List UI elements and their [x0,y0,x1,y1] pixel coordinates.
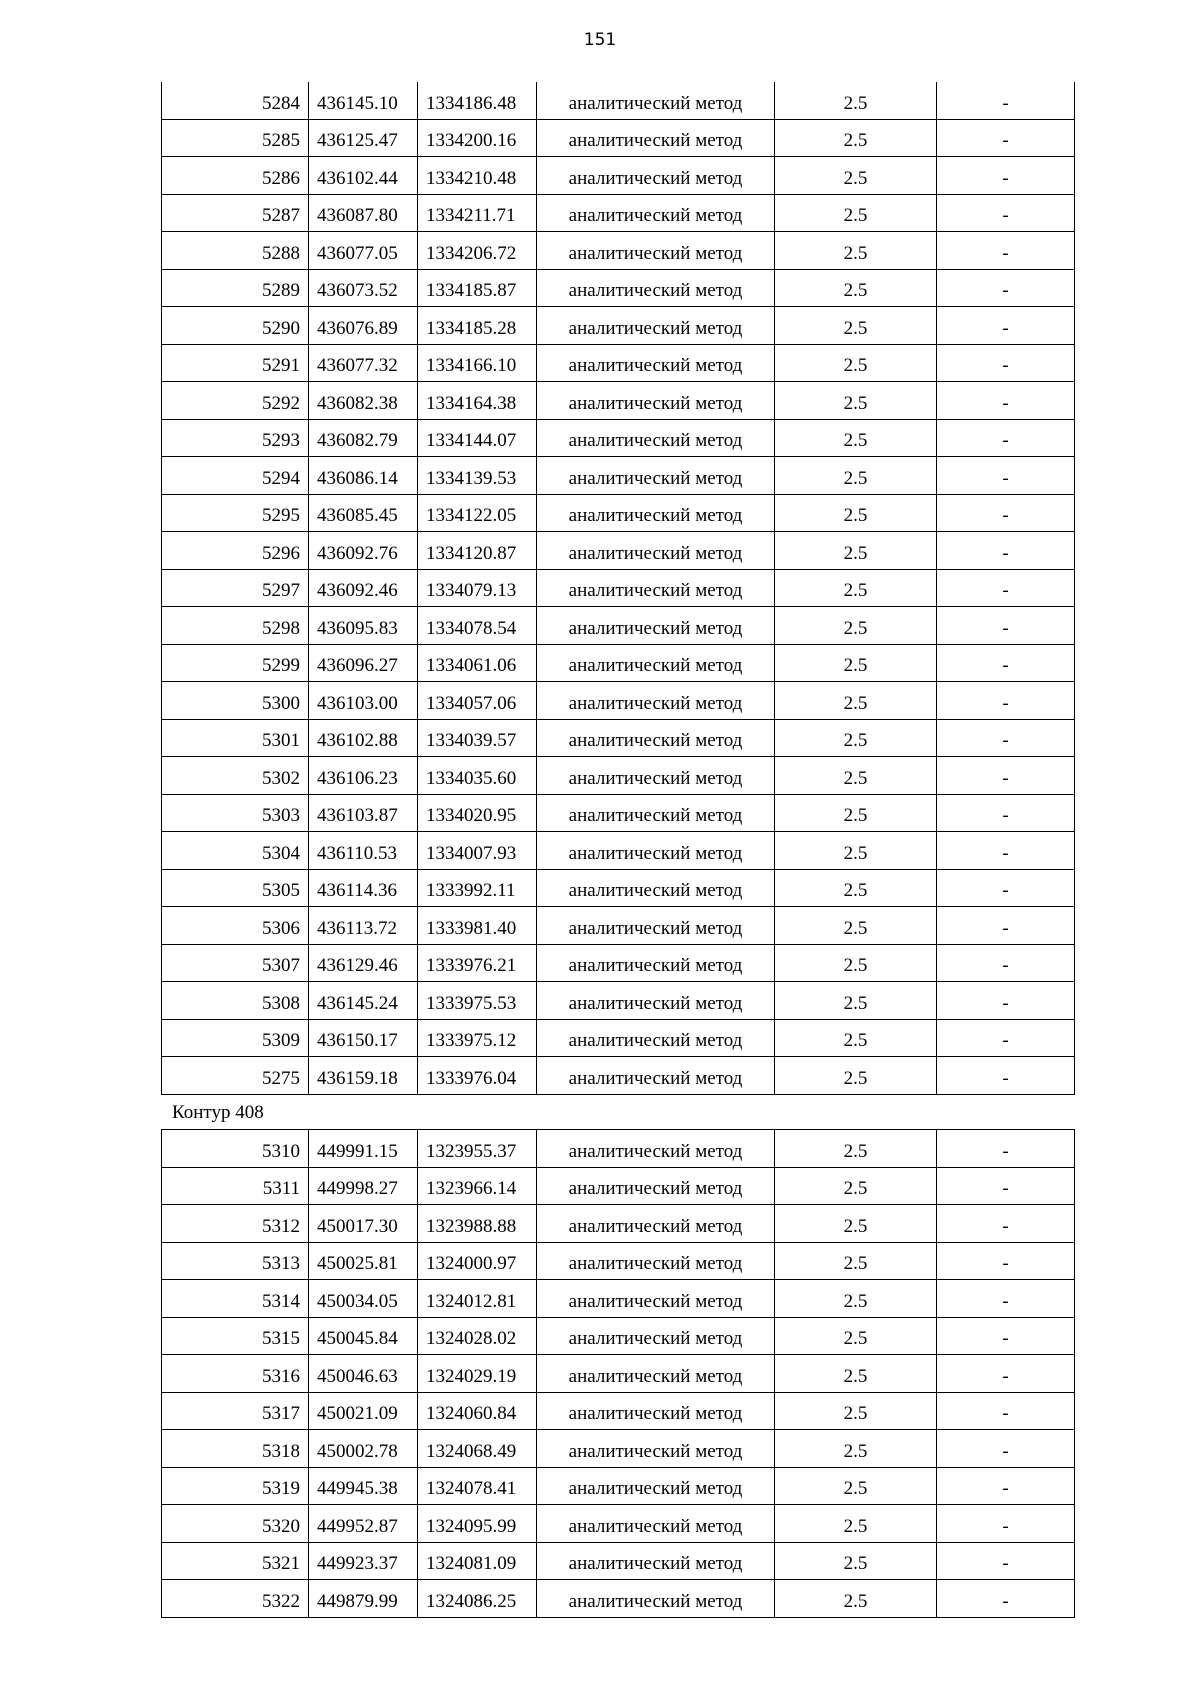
note-cell: - [937,569,1075,607]
x-coordinate-cell: 436103.00 [309,682,418,720]
accuracy-cell: 2.5 [775,1130,937,1168]
x-coordinate-cell: 449998.27 [309,1167,418,1205]
x-coordinate-cell: 436077.05 [309,232,418,270]
accuracy-cell: 2.5 [775,1467,937,1505]
point-number-cell: 5297 [162,569,309,607]
y-coordinate-cell: 1334079.13 [418,569,537,607]
note-cell: - [937,982,1075,1020]
method-cell: аналитический метод [537,1167,775,1205]
y-coordinate-cell: 1333975.12 [418,1019,537,1057]
accuracy-cell: 2.5 [775,1317,937,1355]
point-number-cell: 5275 [162,1057,309,1095]
method-cell: аналитический метод [537,1580,775,1618]
y-coordinate-cell: 1324028.02 [418,1317,537,1355]
contour-heading: Контур 408 [172,1102,264,1123]
accuracy-cell: 2.5 [775,644,937,682]
note-cell: - [937,1467,1075,1505]
x-coordinate-cell: 436145.24 [309,982,418,1020]
note-cell: - [937,344,1075,382]
note-cell: - [937,1430,1075,1468]
y-coordinate-cell: 1334122.05 [418,494,537,532]
y-coordinate-cell: 1323955.37 [418,1130,537,1168]
point-number-cell: 5290 [162,307,309,345]
method-cell: аналитический метод [537,757,775,795]
point-number-cell: 5294 [162,457,309,495]
method-cell: аналитический метод [537,1317,775,1355]
note-cell: - [937,794,1075,832]
note-cell: - [937,82,1075,119]
table-row [162,269,1075,307]
accuracy-cell: 2.5 [775,232,937,270]
table-row [162,1580,1075,1618]
method-cell: аналитический метод [537,157,775,195]
method-cell: аналитический метод [537,1280,775,1318]
method-cell: аналитический метод [537,307,775,345]
method-cell: аналитический метод [537,232,775,270]
method-cell: аналитический метод [537,794,775,832]
point-number-cell: 5320 [162,1505,309,1543]
accuracy-cell: 2.5 [775,1430,937,1468]
y-coordinate-cell: 1334020.95 [418,794,537,832]
note-cell: - [937,607,1075,645]
accuracy-cell: 2.5 [775,1392,937,1430]
point-number-cell: 5284 [162,82,309,119]
y-coordinate-cell: 1323966.14 [418,1167,537,1205]
table-row [162,1317,1075,1355]
table-row [162,1467,1075,1505]
point-number-cell: 5316 [162,1355,309,1393]
point-number-cell: 5293 [162,419,309,457]
table-row [162,494,1075,532]
x-coordinate-cell: 436076.89 [309,307,418,345]
y-coordinate-cell: 1334035.60 [418,757,537,795]
method-cell: аналитический метод [537,1392,775,1430]
y-coordinate-cell: 1324086.25 [418,1580,537,1618]
accuracy-cell: 2.5 [775,1057,937,1095]
method-cell: аналитический метод [537,1205,775,1243]
x-coordinate-cell: 449923.37 [309,1542,418,1580]
note-cell: - [937,457,1075,495]
method-cell: аналитический метод [537,1057,775,1095]
point-number-cell: 5311 [162,1167,309,1205]
note-cell: - [937,269,1075,307]
point-number-cell: 5306 [162,907,309,945]
method-cell: аналитический метод [537,382,775,420]
note-cell: - [937,1317,1075,1355]
accuracy-cell: 2.5 [775,944,937,982]
y-coordinate-cell: 1334120.87 [418,532,537,570]
method-cell: аналитический метод [537,1505,775,1543]
accuracy-cell: 2.5 [775,907,937,945]
y-coordinate-cell: 1333975.53 [418,982,537,1020]
x-coordinate-cell: 449952.87 [309,1505,418,1543]
accuracy-cell: 2.5 [775,757,937,795]
point-number-cell: 5313 [162,1242,309,1280]
method-cell: аналитический метод [537,532,775,570]
x-coordinate-cell: 450017.30 [309,1205,418,1243]
y-coordinate-cell: 1333976.04 [418,1057,537,1095]
accuracy-cell: 2.5 [775,494,937,532]
x-coordinate-cell: 436082.79 [309,419,418,457]
x-coordinate-cell: 450021.09 [309,1392,418,1430]
accuracy-cell: 2.5 [775,82,937,119]
point-number-cell: 5312 [162,1205,309,1243]
point-number-cell: 5288 [162,232,309,270]
method-cell: аналитический метод [537,869,775,907]
accuracy-cell: 2.5 [775,532,937,570]
method-cell: аналитический метод [537,1355,775,1393]
table-row [162,1130,1075,1168]
accuracy-cell: 2.5 [775,869,937,907]
x-coordinate-cell: 450034.05 [309,1280,418,1318]
y-coordinate-cell: 1334166.10 [418,344,537,382]
table-row [162,1505,1075,1543]
x-coordinate-cell: 436159.18 [309,1057,418,1095]
note-cell: - [937,532,1075,570]
note-cell: - [937,494,1075,532]
note-cell: - [937,1392,1075,1430]
method-cell: аналитический метод [537,982,775,1020]
note-cell: - [937,119,1075,157]
point-number-cell: 5285 [162,119,309,157]
table-row [162,869,1075,907]
method-cell: аналитический метод [537,1242,775,1280]
note-cell: - [937,1280,1075,1318]
point-number-cell: 5304 [162,832,309,870]
note-cell: - [937,832,1075,870]
note-cell: - [937,1542,1075,1580]
x-coordinate-cell: 449991.15 [309,1130,418,1168]
coordinates-table-continued [161,82,1075,1095]
note-cell: - [937,1057,1075,1095]
note-cell: - [937,1167,1075,1205]
point-number-cell: 5292 [162,382,309,420]
accuracy-cell: 2.5 [775,1355,937,1393]
method-cell: аналитический метод [537,682,775,720]
accuracy-cell: 2.5 [775,1242,937,1280]
accuracy-cell: 2.5 [775,194,937,232]
x-coordinate-cell: 436114.36 [309,869,418,907]
x-coordinate-cell: 436106.23 [309,757,418,795]
method-cell: аналитический метод [537,569,775,607]
x-coordinate-cell: 436086.14 [309,457,418,495]
point-number-cell: 5299 [162,644,309,682]
table-row [162,1167,1075,1205]
y-coordinate-cell: 1334139.53 [418,457,537,495]
accuracy-cell: 2.5 [775,982,937,1020]
accuracy-cell: 2.5 [775,719,937,757]
x-coordinate-cell: 436082.38 [309,382,418,420]
note-cell: - [937,307,1075,345]
point-number-cell: 5291 [162,344,309,382]
point-number-cell: 5289 [162,269,309,307]
method-cell: аналитический метод [537,832,775,870]
point-number-cell: 5307 [162,944,309,982]
note-cell: - [937,194,1075,232]
accuracy-cell: 2.5 [775,1542,937,1580]
note-cell: - [937,1130,1075,1168]
table-row [162,1542,1075,1580]
table-row [162,982,1075,1020]
method-cell: аналитический метод [537,1130,775,1168]
accuracy-cell: 2.5 [775,1205,937,1243]
y-coordinate-cell: 1334007.93 [418,832,537,870]
note-cell: - [937,1580,1075,1618]
accuracy-cell: 2.5 [775,419,937,457]
table-row [162,1242,1075,1280]
method-cell: аналитический метод [537,1467,775,1505]
point-number-cell: 5298 [162,607,309,645]
point-number-cell: 5318 [162,1430,309,1468]
y-coordinate-cell: 1324000.97 [418,1242,537,1280]
table-row [162,907,1075,945]
point-number-cell: 5309 [162,1019,309,1057]
page-number: 151 [583,30,617,50]
y-coordinate-cell: 1334186.48 [418,82,537,119]
table-row [162,644,1075,682]
y-coordinate-cell: 1324095.99 [418,1505,537,1543]
accuracy-cell: 2.5 [775,1280,937,1318]
note-cell: - [937,1242,1075,1280]
accuracy-cell: 2.5 [775,157,937,195]
y-coordinate-cell: 1333976.21 [418,944,537,982]
method-cell: аналитический метод [537,82,775,119]
note-cell: - [937,719,1075,757]
note-cell: - [937,757,1075,795]
point-number-cell: 5286 [162,157,309,195]
y-coordinate-cell: 1334185.87 [418,269,537,307]
note-cell: - [937,1205,1075,1243]
table-row [162,719,1075,757]
table-row [162,569,1075,607]
table-row [162,607,1075,645]
x-coordinate-cell: 436092.76 [309,532,418,570]
y-coordinate-cell: 1324081.09 [418,1542,537,1580]
table-row [162,1205,1075,1243]
accuracy-cell: 2.5 [775,794,937,832]
y-coordinate-cell: 1334210.48 [418,157,537,195]
method-cell: аналитический метод [537,1019,775,1057]
x-coordinate-cell: 436077.32 [309,344,418,382]
y-coordinate-cell: 1334206.72 [418,232,537,270]
method-cell: аналитический метод [537,457,775,495]
x-coordinate-cell: 449879.99 [309,1580,418,1618]
method-cell: аналитический метод [537,119,775,157]
note-cell: - [937,944,1075,982]
table-row [162,757,1075,795]
method-cell: аналитический метод [537,644,775,682]
x-coordinate-cell: 449945.38 [309,1467,418,1505]
note-cell: - [937,869,1075,907]
note-cell: - [937,907,1075,945]
point-number-cell: 5314 [162,1280,309,1318]
note-cell: - [937,1505,1075,1543]
y-coordinate-cell: 1334039.57 [418,719,537,757]
point-number-cell: 5287 [162,194,309,232]
y-coordinate-cell: 1324078.41 [418,1467,537,1505]
method-cell: аналитический метод [537,344,775,382]
accuracy-cell: 2.5 [775,1167,937,1205]
point-number-cell: 5300 [162,682,309,720]
y-coordinate-cell: 1324068.49 [418,1430,537,1468]
point-number-cell: 5322 [162,1580,309,1618]
x-coordinate-cell: 436110.53 [309,832,418,870]
point-number-cell: 5301 [162,719,309,757]
x-coordinate-cell: 436095.83 [309,607,418,645]
point-number-cell: 5315 [162,1317,309,1355]
point-number-cell: 5310 [162,1130,309,1168]
table-row [162,1392,1075,1430]
method-cell: аналитический метод [537,494,775,532]
table-row [162,119,1075,157]
accuracy-cell: 2.5 [775,119,937,157]
method-cell: аналитический метод [537,944,775,982]
table-row [162,307,1075,345]
point-number-cell: 5303 [162,794,309,832]
x-coordinate-cell: 450045.84 [309,1317,418,1355]
table-row [162,232,1075,270]
method-cell: аналитический метод [537,719,775,757]
method-cell: аналитический метод [537,1542,775,1580]
table-row [162,832,1075,870]
point-number-cell: 5305 [162,869,309,907]
table-row [162,344,1075,382]
accuracy-cell: 2.5 [775,344,937,382]
note-cell: - [937,157,1075,195]
accuracy-cell: 2.5 [775,682,937,720]
y-coordinate-cell: 1324060.84 [418,1392,537,1430]
note-cell: - [937,1019,1075,1057]
note-cell: - [937,232,1075,270]
accuracy-cell: 2.5 [775,457,937,495]
table-row [162,1019,1075,1057]
x-coordinate-cell: 436129.46 [309,944,418,982]
x-coordinate-cell: 436102.88 [309,719,418,757]
point-number-cell: 5319 [162,1467,309,1505]
point-number-cell: 5321 [162,1542,309,1580]
y-coordinate-cell: 1323988.88 [418,1205,537,1243]
y-coordinate-cell: 1324012.81 [418,1280,537,1318]
point-number-cell: 5296 [162,532,309,570]
table-row [162,1430,1075,1468]
accuracy-cell: 2.5 [775,569,937,607]
note-cell: - [937,644,1075,682]
table-row [162,1280,1075,1318]
accuracy-cell: 2.5 [775,1019,937,1057]
table-row [162,682,1075,720]
table-row [162,532,1075,570]
x-coordinate-cell: 436102.44 [309,157,418,195]
x-coordinate-cell: 450025.81 [309,1242,418,1280]
y-coordinate-cell: 1334164.38 [418,382,537,420]
table-row [162,794,1075,832]
accuracy-cell: 2.5 [775,1505,937,1543]
accuracy-cell: 2.5 [775,832,937,870]
x-coordinate-cell: 436085.45 [309,494,418,532]
method-cell: аналитический метод [537,1430,775,1468]
x-coordinate-cell: 436087.80 [309,194,418,232]
x-coordinate-cell: 450002.78 [309,1430,418,1468]
table-row [162,419,1075,457]
note-cell: - [937,682,1075,720]
table-row [162,1355,1075,1393]
note-cell: - [937,1355,1075,1393]
y-coordinate-cell: 1334061.06 [418,644,537,682]
table-row [162,457,1075,495]
x-coordinate-cell: 436150.17 [309,1019,418,1057]
accuracy-cell: 2.5 [775,382,937,420]
point-number-cell: 5295 [162,494,309,532]
y-coordinate-cell: 1333981.40 [418,907,537,945]
point-number-cell: 5302 [162,757,309,795]
table-row [162,157,1075,195]
y-coordinate-cell: 1334200.16 [418,119,537,157]
accuracy-cell: 2.5 [775,1580,937,1618]
x-coordinate-cell: 436092.46 [309,569,418,607]
method-cell: аналитический метод [537,419,775,457]
table-row [162,194,1075,232]
x-coordinate-cell: 436113.72 [309,907,418,945]
table-row [162,382,1075,420]
y-coordinate-cell: 1334078.54 [418,607,537,645]
note-cell: - [937,382,1075,420]
y-coordinate-cell: 1334185.28 [418,307,537,345]
point-number-cell: 5317 [162,1392,309,1430]
y-coordinate-cell: 1334057.06 [418,682,537,720]
method-cell: аналитический метод [537,607,775,645]
accuracy-cell: 2.5 [775,307,937,345]
y-coordinate-cell: 1334211.71 [418,194,537,232]
table-row [162,944,1075,982]
coordinates-table-contour-408 [161,1129,1075,1618]
x-coordinate-cell: 436103.87 [309,794,418,832]
x-coordinate-cell: 436125.47 [309,119,418,157]
note-cell: - [937,419,1075,457]
table-row [162,82,1075,119]
x-coordinate-cell: 436096.27 [309,644,418,682]
y-coordinate-cell: 1334144.07 [418,419,537,457]
y-coordinate-cell: 1324029.19 [418,1355,537,1393]
x-coordinate-cell: 436073.52 [309,269,418,307]
accuracy-cell: 2.5 [775,269,937,307]
method-cell: аналитический метод [537,907,775,945]
method-cell: аналитический метод [537,194,775,232]
y-coordinate-cell: 1333992.11 [418,869,537,907]
x-coordinate-cell: 436145.10 [309,82,418,119]
method-cell: аналитический метод [537,269,775,307]
accuracy-cell: 2.5 [775,607,937,645]
x-coordinate-cell: 450046.63 [309,1355,418,1393]
table-row [162,1057,1075,1095]
point-number-cell: 5308 [162,982,309,1020]
